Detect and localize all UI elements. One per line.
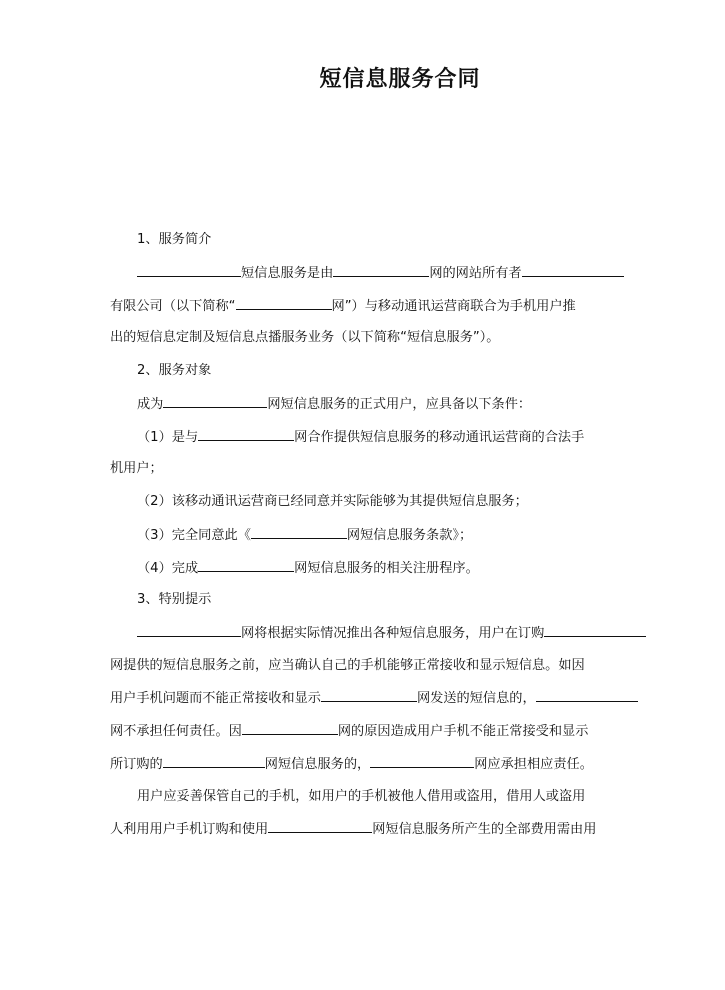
section-3-para-2-line-2 — [110, 819, 596, 840]
text-span: （4）完成 — [137, 561, 199, 576]
blank-field — [370, 754, 474, 768]
blank-field — [163, 754, 265, 768]
text-span: 网的网站所有者 — [429, 266, 522, 281]
section-3-para-1-line-1 — [137, 623, 646, 644]
blank-field — [544, 623, 646, 637]
section-1-line-1 — [137, 263, 624, 284]
section-3-para-1-line-4 — [110, 721, 588, 742]
blank-field — [268, 819, 372, 833]
text-span: 网短信息服务所产生的全部费用需由用 — [372, 822, 597, 837]
text-span: （3）完全同意此《 — [137, 528, 251, 543]
text-span: 网将根据实际情况推出各种短信息服务，用户在订购 — [241, 626, 545, 641]
blank-field — [242, 721, 338, 735]
text-span: 网短信息服务条款》； — [346, 528, 473, 543]
blank-field — [522, 263, 624, 277]
section-3-para-1-line-2: 网提供的短信息服务之前，应当确认自己的手机能够正常接收和显示短信息。如因 — [110, 658, 585, 673]
text-span: （1）是与 — [137, 430, 199, 445]
blank-field — [198, 558, 294, 572]
text-span: 所订购的 — [110, 757, 163, 772]
blank-field — [321, 688, 417, 702]
text-span: 网”）与移动通讯运营商联合为手机用户推 — [331, 299, 576, 314]
text-span: 网短信息服务的相关注册程序。 — [294, 561, 479, 576]
text-span: 人利用用户手机订购和使用 — [110, 822, 269, 837]
blank-field — [137, 623, 241, 637]
text-span: 网短信息服务的， — [264, 757, 371, 772]
condition-2: （2）该移动通讯运营商已经同意并实际能够为其提供短信息服务； — [137, 494, 528, 509]
section-3-para-1-line-5 — [110, 754, 593, 775]
text-span: 有限公司（以下简称“ — [110, 299, 236, 314]
section-3-para-2-line-1: 用户应妥善保管自己的手机，如用户的手机被他人借用或盗用，借用人或盗用 — [137, 789, 586, 804]
text-span: 短信息服务是由 — [241, 266, 334, 281]
text-span: 网不承担任何责任。因 — [110, 724, 242, 739]
condition-4 — [137, 558, 479, 579]
blank-field — [137, 263, 241, 277]
blank-field — [236, 296, 332, 310]
blank-field — [333, 263, 429, 277]
text-span: 用户手机问题而不能正常接收和显示 — [110, 691, 321, 706]
blank-field — [251, 525, 347, 539]
text-span: 网发送的短信息的， — [417, 691, 536, 706]
section-1-heading: 1、服务简介 — [137, 232, 212, 247]
condition-1-line-1 — [137, 427, 584, 448]
section-3-heading: 3、特别提示 — [137, 592, 212, 607]
section-2-heading: 2、服务对象 — [137, 363, 212, 378]
section-3-para-1-line-3 — [110, 688, 638, 709]
section-2-line-1 — [137, 394, 531, 415]
section-1-line-3: 出的短信息定制及短信息点播服务业务（以下简称“短信息服务”）。 — [110, 330, 500, 345]
text-span: 成为 — [137, 397, 164, 412]
section-1-line-2 — [110, 296, 576, 317]
condition-3 — [137, 525, 472, 546]
blank-field — [163, 394, 267, 408]
blank-field — [198, 427, 294, 441]
text-span: 网的原因造成用户手机不能正常接受和显示 — [337, 724, 589, 739]
text-span: 网短信息服务的正式用户，应具备以下条件： — [267, 397, 532, 412]
text-span: 网合作提供短信息服务的移动通讯运营商的合法手 — [294, 430, 585, 445]
blank-field — [536, 688, 638, 702]
text-span: 网应承担相应责任。 — [474, 757, 593, 772]
contract-title: 短信息服务合同 — [319, 67, 481, 92]
condition-1-line-2: 机用户； — [110, 461, 163, 476]
